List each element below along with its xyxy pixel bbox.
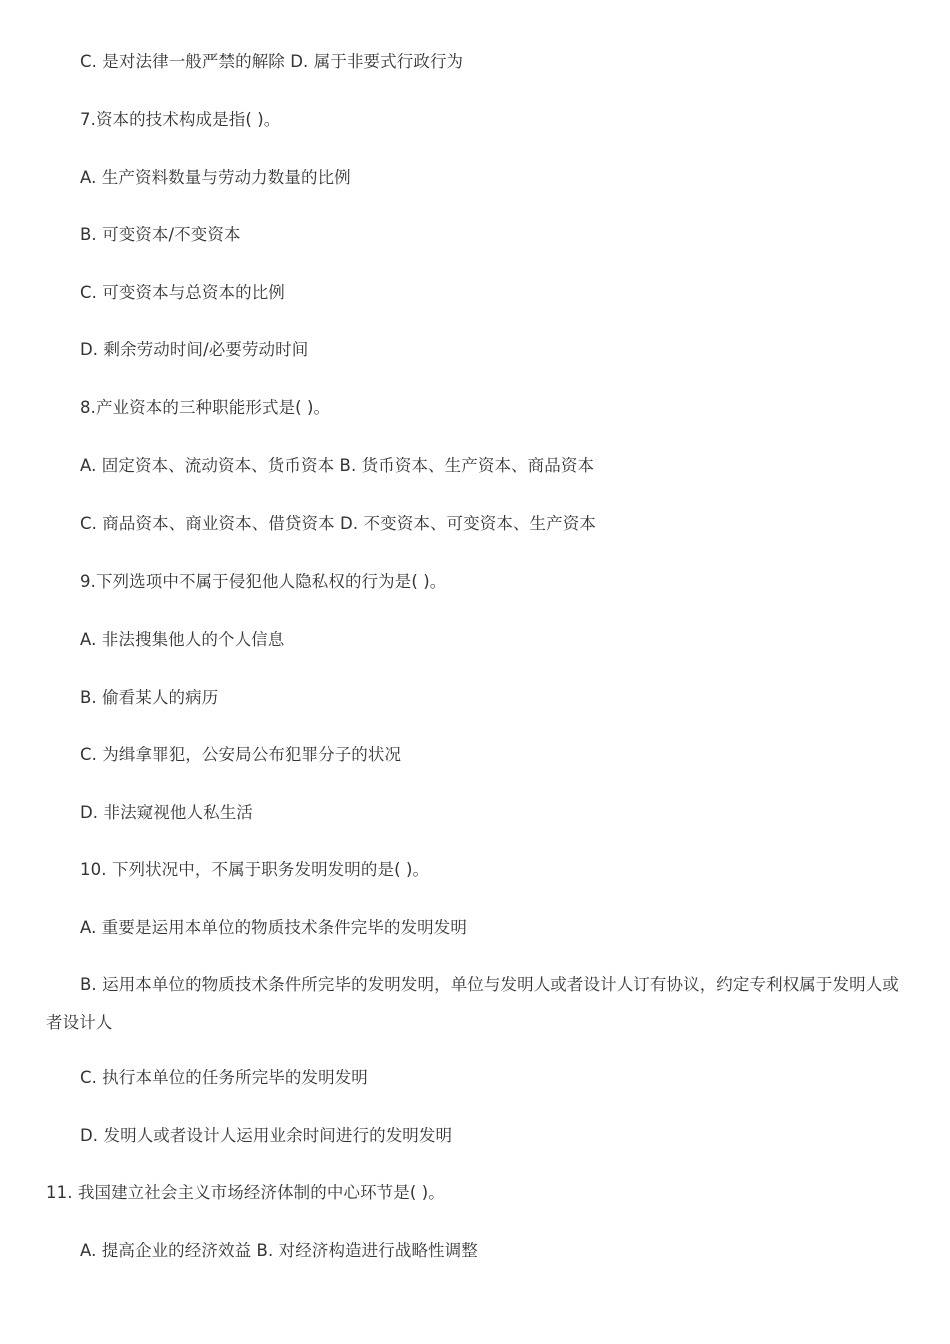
option-q7-b: B. 可变资本/不变资本 [80,225,241,244]
option-q10-d: D. 发明人或者设计人运用业余时间进行的发明发明 [80,1126,453,1145]
option-q8-ab: A. 固定资本、流动资本、货币资本 B. 货币资本、生产资本、商品资本 [80,456,595,475]
option-q9-d: D. 非法窥视他人私生活 [80,803,253,822]
option-q7-d: D. 剩余劳动时间/必要劳动时间 [80,340,309,359]
option-q11-ab: A. 提高企业的经济效益 B. 对经济构造进行战略性调整 [80,1241,478,1260]
question-8: 8.产业资本的三种职能形式是( )。 [80,398,331,417]
question-11: 11. 我国建立社会主义市场经济体制的中心环节是( )。 [46,1183,445,1202]
option-line-q6-cd: C. 是对法律一般严禁的解除 D. 属于非要式行政行为 [80,52,464,71]
question-9: 9.下列选项中不属于侵犯他人隐私权的行为是( )。 [80,572,447,591]
question-10: 10. 下列状况中，不属于职务发明发明的是( )。 [80,860,430,879]
option-q7-a: A. 生产资料数量与劳动力数量的比例 [80,168,351,187]
option-q10-c: C. 执行本单位的任务所完毕的发明发明 [80,1068,368,1087]
option-q8-cd: C. 商品资本、商业资本、借贷资本 D. 不变资本、可变资本、生产资本 [80,514,596,533]
option-q9-b: B. 偷看某人的病历 [80,688,219,707]
question-7: 7.资本的技术构成是指( )。 [80,110,281,129]
option-q10-a: A. 重要是运用本单位的物质技术条件完毕的发明发明 [80,918,467,937]
option-q10-b: B. 运用本单位的物质技术条件所完毕的发明发明，单位与发明人或者设计人订有协议，约定专利权属于发明人或者设计人 [46,975,899,1032]
option-q9-a: A. 非法搜集他人的个人信息 [80,630,285,649]
option-q9-c: C. 为缉拿罪犯，公安局公布犯罪分子的状况 [80,745,402,764]
option-q7-c: C. 可变资本与总资本的比例 [80,283,285,302]
